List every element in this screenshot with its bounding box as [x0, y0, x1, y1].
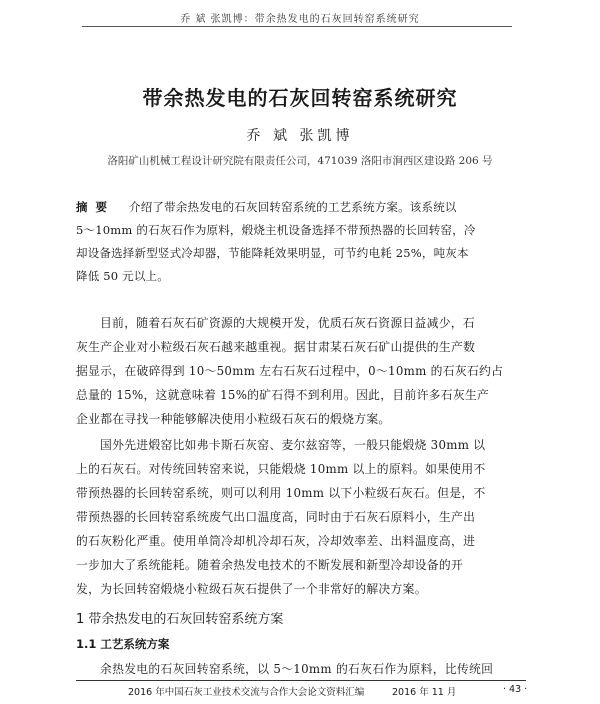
- abstract-line: 降低 50 元以上。: [76, 269, 169, 283]
- body-line: 上的石灰石。对传统回转窑来说，只能煅烧 10mm 以上的原料。如果使用不: [76, 462, 486, 476]
- body-line: 的石灰粉化严重。使用单筒冷却机冷却石灰，冷却效率差、出料温度高，进: [76, 534, 476, 548]
- body-line: 企业都在寻找一种能够解决使用小粒级石灰石的煅烧方案。: [76, 412, 391, 426]
- header-rule: [82, 26, 512, 27]
- abstract-line: 却设备选择新型竖式冷却器，节能降耗效果明显，可节约电耗 25%，吨灰本: [76, 246, 469, 260]
- section-heading: 1 带余热发电的石灰回转窑系统方案: [76, 612, 284, 627]
- body-line: 灰生产企业对小粒级石灰石越来越重视。据甘肃某石灰石矿山提供的生产数: [76, 340, 476, 354]
- paper-title: 带余热发电的石灰回转窑系统研究: [142, 86, 458, 110]
- body-line: 发，为长回转窑煅烧小粒级石灰石提供了一个非常好的解决方案。: [76, 582, 427, 596]
- page-number: · 43 ·: [503, 684, 528, 695]
- body-line: 带预热器的长回转窑系统废气出口温度高，同时由于石灰石原料小，生产出: [76, 510, 476, 524]
- affiliation: 洛阳矿山机械工程设计研究院有限责任公司，471039 洛阳市涧西区建设路 206 号: [107, 155, 493, 167]
- body-line: 余热发电的石灰回转窑系统，以 5～10mm 的石灰石作为原料，比传统回: [100, 662, 494, 676]
- abstract-label: 摘要: [76, 200, 115, 214]
- abstract-text: 介绍了带余热发电的石灰回转窑系统的工艺系统方案。该系统以: [129, 200, 457, 214]
- footer-rule: [76, 680, 526, 681]
- subsection-heading: 1.1 工艺系统方案: [76, 637, 170, 651]
- footer-source: 2016 年中国石灰工业技术交流与合作大会论文资料汇编: [128, 687, 365, 698]
- abstract-line: 5～10mm 的石灰石作为原料，煅烧主机设备选择不带预热器的长回转窑，冷: [76, 223, 476, 237]
- body-line: 目前，随着石灰石矿资源的大规模开发，优质石灰石资源日益减少，石: [100, 316, 476, 330]
- running-header: 乔 斌 张凯博：带余热发电的石灰回转窑系统研究: [180, 14, 420, 25]
- authors: 乔 斌 张凯博: [246, 128, 354, 144]
- body-line: 国外先进煅窑比如弗卡斯石灰窑、麦尔兹窑等，一般只能煅烧 30mm 以: [100, 438, 486, 452]
- body-line: 一步加大了系统能耗。随着余热发电技术的不断发展和新型冷却设备的开: [76, 558, 464, 572]
- footer-date: 2016 年 11 月: [392, 687, 457, 698]
- abstract-line: [76, 199, 526, 215]
- body-line: 据显示，在破碎得到 10～50mm 左右石灰石过程中，0～10mm 的石灰石约占: [76, 364, 504, 378]
- body-line: 带预热器的长回转窑系统，则可以利用 10mm 以下小粒级石灰石。但是，不: [76, 486, 486, 500]
- body-line: 总量的 15%，这就意味着 15%的矿石得不到利用。因此，目前许多石灰生产: [76, 388, 490, 402]
